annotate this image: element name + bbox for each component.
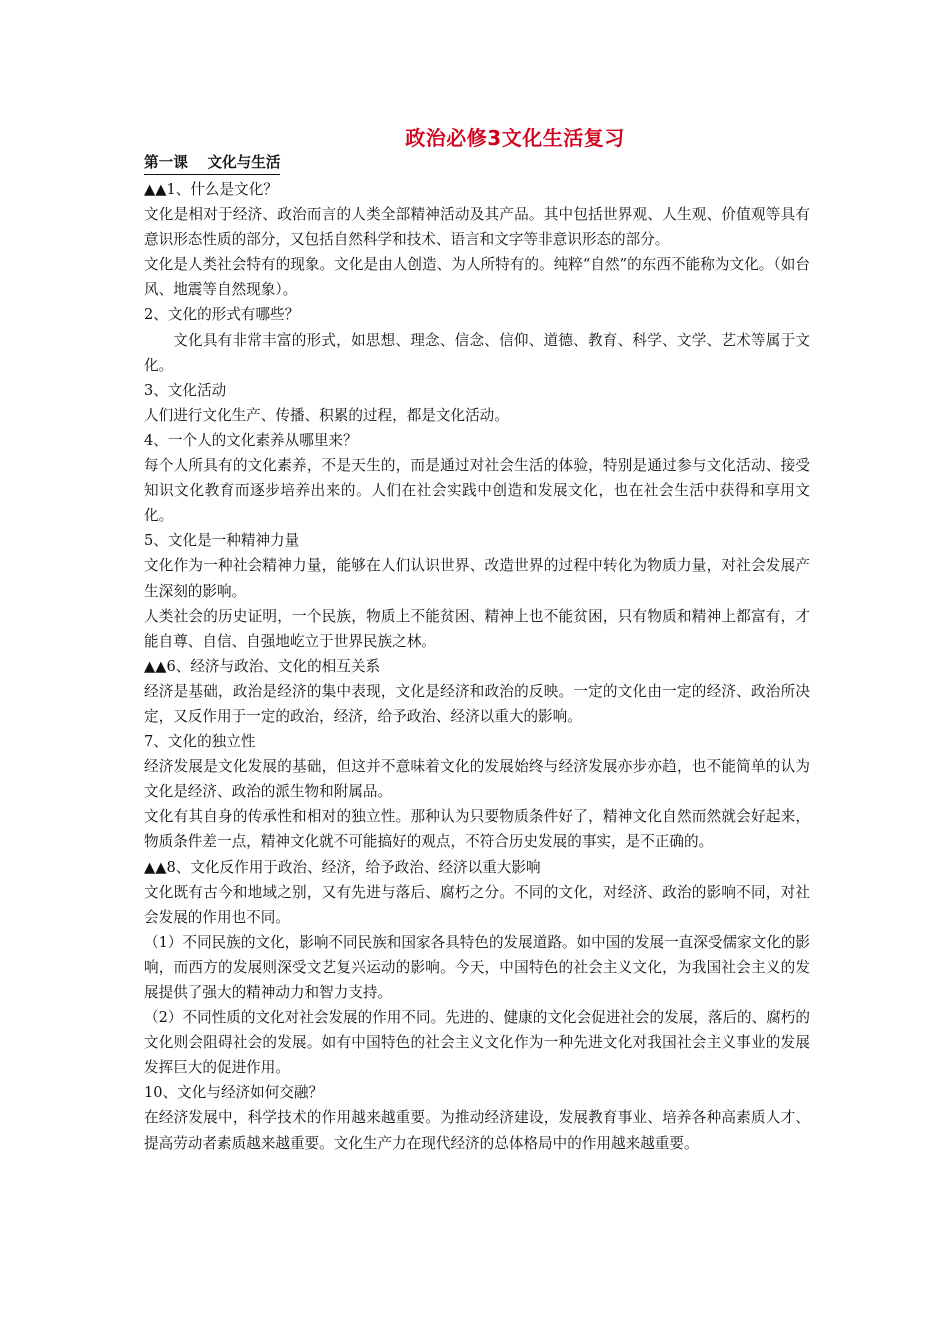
paragraph: 文化是人类社会特有的现象。文化是由人创造、为人所特有的。纯粹“自然”的东西不能称为文化。（如台风、地震等自然现象）。	[144, 256, 810, 299]
question-heading: 7、文化的独立性	[144, 733, 256, 751]
paragraph: 每个人所具有的文化素养，不是天生的，而是通过对社会生活的体验，特别是通过参与文化活动、接受知识文化教育而逐步培养出来的。人们在社会实践中创造和发展文化，也在社会生活中获得和享用文化。	[144, 457, 810, 525]
question-heading: ▲▲8、文化反作用于政治、经济，给予政治、经济以重大影响	[144, 858, 541, 876]
paragraph: 文化是相对于经济、政治而言的人类全部精神活动及其产品。其中包括世界观、人生观、价值观等具有意识形态性质的部分，又包括自然科学和技术、语言和文字等非意识形态的部分。	[144, 206, 810, 249]
paragraph: 经济发展是文化发展的基础，但这并不意味着文化的发展始终与经济发展亦步亦趋，也不能简单的认为文化是经济、政治的派生物和附属品。	[144, 758, 810, 801]
paragraph: 文化有其自身的传承性和相对的独立性。那种认为只要物质条件好了，精神文化自然而然就会好起来，物质条件差一点，精神文化就不可能搞好的观点，不符合历史发展的事实，是不正确的。	[144, 808, 810, 851]
paragraph: 经济是基础，政治是经济的集中表现，文化是经济和政治的反映。一定的文化由一定的经济、政治所决定，又反作用于一定的政治，经济，给予政治、经济以重大的影响。	[144, 682, 810, 725]
question-heading: 5、文化是一种精神力量	[144, 532, 300, 550]
paragraph: 在经济发展中，科学技术的作用越来越重要。为推动经济建设，发展教育事业、培养各种高素质人才、提高劳动者素质越来越重要。文化生产力在现代经济的总体格局中的作用越来越重要。	[144, 1109, 810, 1152]
paragraph: 人类社会的历史证明，一个民族，物质上不能贫困、精神上也不能贫困，只有物质和精神上都富有，才能自尊、自信、自强地屹立于世界民族之林。	[144, 607, 810, 650]
numbered-paragraph: （2）不同性质的文化对社会发展的作用不同。先进的、健康的文化会促进社会的发展，落后的、腐朽的文化则会阻碍社会的发展。如有中国特色的社会主义文化作为一种先进文化对我国社会主义事业的发展发挥巨大的促进作用。	[144, 1009, 811, 1077]
question-heading: 3、文化活动	[144, 381, 227, 399]
lesson-heading: 第一课 文化与生活	[144, 152, 280, 175]
question-heading: ▲▲1、什么是文化？	[144, 181, 278, 198]
question-heading: ▲▲6、经济与政治、文化的相互关系	[144, 657, 381, 675]
paragraph: 文化作为一种社会精神力量，能够在人们认识世界、改造世界的过程中转化为物质力量，对社会发展产生深刻的影响。	[144, 557, 810, 600]
document-body	[144, 150, 810, 1156]
question-heading: 10、文化与经济如何交融？	[144, 1084, 324, 1102]
paragraph: 文化具有非常丰富的形式，如思想、理念、信念、信仰、道德、教育、科学、文学、艺术等属于文化。	[144, 331, 810, 374]
question-heading: 2、文化的形式有哪些？	[144, 306, 300, 324]
paragraph: 人们进行文化生产、传播、积累的过程，都是文化活动。	[144, 406, 509, 424]
question-heading: 4、一个人的文化素养从哪里来？	[144, 431, 358, 449]
paragraph: 文化既有古今和地域之别，又有先进与落后、腐朽之分。不同的文化，对经济、政治的影响不同，对社会发展的作用也不同。	[144, 883, 810, 926]
numbered-paragraph: （1）不同民族的文化，影响不同民族和国家各具特色的发展道路。如中国的发展一直深受儒家文化的影响，而西方的发展则深受文艺复兴运动的影响。今天，中国特色的社会主义文化，为我国社会主义的发展提供了强大的精神动力和智力支持。	[144, 933, 811, 1001]
page-title: 政治必修3文化生活复习	[405, 126, 625, 150]
